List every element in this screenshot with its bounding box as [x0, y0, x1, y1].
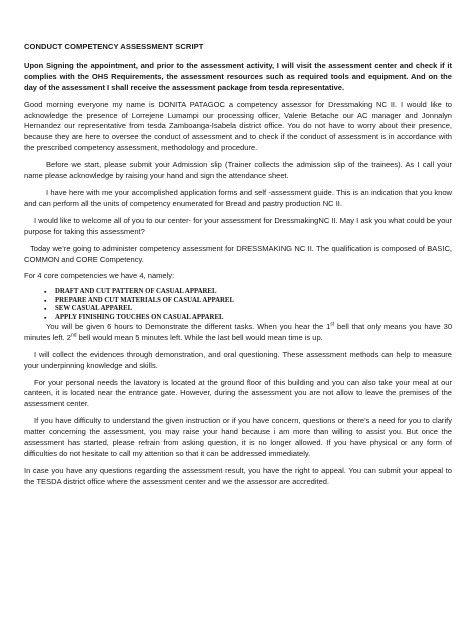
competency-item: ▪ APPLY FINISHING TOUCHES ON CASUAL APPAREL	[44, 314, 452, 322]
competency-item: ▪ DRAFT AND CUT PATTERN OF CASUAL APPAREL	[44, 288, 452, 296]
time-text-3: bell would mean 5 minutes left. While the last bell would mean time is up.	[76, 332, 323, 342]
paragraph-core-competencies-intro: For 4 core competencies we have 4, namely:	[24, 271, 175, 281]
paragraph-introduction: Good morning everyone my name is DONITA PATAGOC a competency assessor for Dressmaking NC II. I would like to acknowledge the presence of Lorrejene Lumampi our processing officer, Valerie Betache our AC manager and Jonnalyn Hernandez our representative from tesda Zamboanga-Isabela district office. You do not have to worry about their presence, because they are here to oversee the conduct of assessment and to check if the conduct of assessment is in accordance with the prescribed competency assessment, methodology and procedure.	[24, 99, 452, 153]
superscript-nd: nd	[70, 332, 77, 339]
time-text-1: You will be given 6 hours to Demonstrate the different tasks. When you hear the 1	[46, 321, 331, 331]
paragraph-difficulty: If you have difficulty to understand the given instruction or if you have concern, questions or there’s a need for you to clarify matter concerning the assessment, you may raise your hand because i am more than willing to assist you. But once the assessment has started, please refrain from asking question, it is no longer allowed. If you have physical or any form of difficulties do not hesitate to call my attention so that it can be addressed immediately.	[24, 416, 452, 458]
superscript-st: st	[330, 321, 335, 328]
paragraph-personal-needs: For your personal needs the lavatory is located at the ground floor of this building and you can also take your meal at our canteen, it is located near the entrance gate. However, during the assessment you are not allow to leave the premises of the assessment center.	[24, 377, 452, 409]
competency-item: ▪ SEW CASUAL APPAREL	[44, 305, 452, 313]
competency-list	[24, 288, 452, 322]
paragraph-admission-slip: Before we start, please submit your Admission slip (Trainer collects the admission slip of the trainees). As I call your name please acknowledge by raising your hand and sign the attendance sheet.	[24, 160, 452, 181]
paragraph-application-forms: I have here with me your accomplished application forms and self -assessment guide. This is an indication that you know and can perform all the units of competency enumerated for Bread and pastry production NC II.	[24, 187, 452, 208]
competency-item: ▪ PREPARE AND CUT MATERIALS OF CASUAL APPAREL	[44, 297, 452, 305]
document-title: CONDUCT COMPETENCY ASSESSMENT SCRIPT	[24, 42, 204, 51]
paragraph-welcome: I would like to welcome all of you to our center- for your assessment for DressmakingNC II. May I ask you what could be your purpose for taking this assessment?	[24, 215, 452, 236]
paragraph-time-allotment	[24, 322, 452, 344]
paragraph-qualification: Today we’re going to administer competency assessment for DRESSMAKING NC II. The qualification is composed of BASIC, COMMON and CORE Competency.	[24, 243, 452, 264]
paragraph-evidence-collection: I will collect the evidences through demonstration, and oral questioning. These assessment methods can help to measure your underpinning knowledge and skills.	[24, 349, 452, 370]
paragraph-preparation: Upon Signing the appointment, and prior to the assessment activity, I will visit the assessment center and check if it complies with the OHS Requirements, the assessment resources such as required tools and equipment. And on the day of the assessment I shall receive the assessment package from tesda representative.	[24, 60, 452, 92]
paragraph-appeal: In case you have any questions regarding the assessment result, you have the right to appeal. You can submit your appeal to the TESDA district office where the assessment center and we the assessor are accredited.	[24, 465, 452, 486]
time-text-2: bell that only means you have 30 minutes left. 2	[24, 321, 453, 342]
